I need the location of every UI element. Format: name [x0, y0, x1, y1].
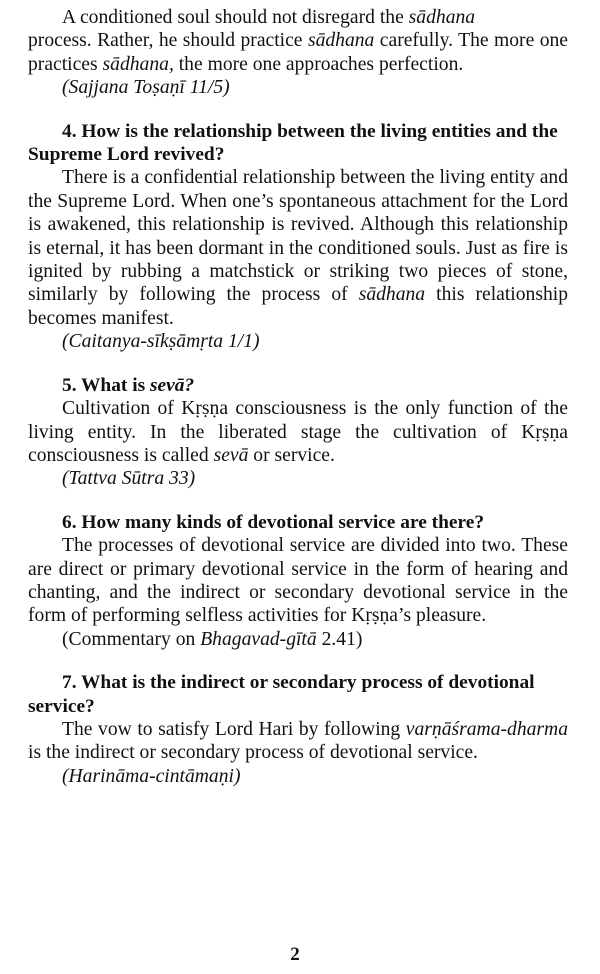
answer-paragraph: [28, 397, 568, 467]
italic-term: sādhana,: [102, 53, 174, 75]
question-heading: [28, 374, 568, 397]
text-run: 2.41): [316, 628, 363, 650]
intro-paragraph: [28, 6, 568, 76]
text-run: (Commentary on: [62, 628, 201, 650]
question-heading: [28, 671, 568, 718]
text-run: is the indirect or secondary process of devotional service.: [28, 742, 478, 764]
text-run: 5. What is: [62, 374, 150, 396]
italic-term: sādhana: [358, 284, 426, 306]
answer-paragraph: [28, 718, 568, 765]
text-run: A conditioned soul should not disregard the: [62, 7, 409, 28]
text-run: this relationship becomes manifest.: [28, 284, 568, 329]
italic-term: sādhana: [307, 30, 375, 52]
text-run: or service.: [248, 444, 335, 466]
italic-term: Bhagavad-gītā: [200, 628, 317, 650]
text-run: process. Rather, he should practice: [28, 30, 308, 52]
page-number: 2: [290, 944, 300, 965]
text-column: [28, 6, 568, 788]
text-run: 7. What is the indirect or secondary process of devotional service?: [28, 672, 535, 717]
text-run: There is a confidential relationship between the living entity and the Supreme Lord. When one’s spontaneous attachment for the Lord is awakened, this relationship is revived. Although this relationship is eternal, it has been dormant in the conditioned souls. Just as fire is ignited by rubbing a matchstick or striking two pieces of stone, similarly by following the process of: [28, 167, 568, 306]
citation: (Caitanya-sīkṣāmṛta 1/1): [62, 331, 260, 353]
answer-paragraph: The processes of devotional service are divided into two. These are direct or primary devotional service in the form of hearing and chanting, and the indirect or secondary devotional service in the form of performing selfless activities for Kṛṣṇa’s pleasure.: [28, 535, 568, 627]
text-run: carefully. The more one practices: [28, 30, 569, 75]
citation: (Sajjana Toṣaṇī 11/5): [62, 77, 230, 99]
italic-term: sevā?: [150, 374, 195, 396]
text-run: the more one approaches perfection.: [173, 53, 464, 75]
italic-term: sādhana: [408, 7, 476, 28]
citation: [62, 628, 568, 651]
italic-term: varṇāśrama-dharma: [405, 718, 568, 740]
italic-term: sevā: [213, 444, 249, 466]
text-run: Cultivation of Kṛṣṇa consciousness is the only function of the living entity. In the liberated stage the cultivation of Kṛṣṇa consciousness is called: [28, 398, 568, 466]
citation: (Harināma-cintāmaṇi): [62, 765, 241, 787]
citation: (Tattva Sūtra 33): [62, 468, 196, 490]
question-heading: 6. How many kinds of devotional service are there?: [62, 511, 485, 533]
text-run: The vow to satisfy Lord Hari by following: [62, 718, 406, 740]
answer-paragraph: [28, 166, 568, 330]
question-heading: 4. How is the relationship between the living entities and the Supreme Lord revived?: [28, 120, 558, 166]
